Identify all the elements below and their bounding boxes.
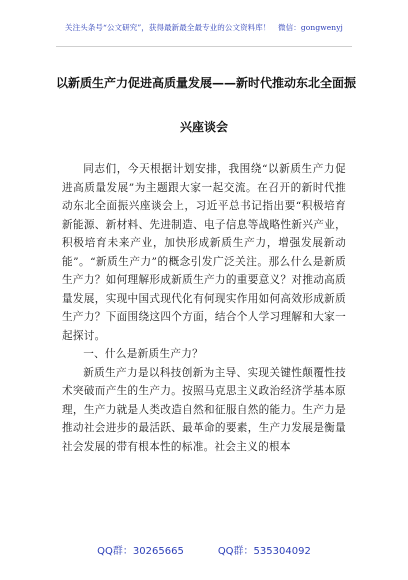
document-body	[62, 160, 346, 456]
header-banner: 关注头条号“公文研究”，获得最新最全最专业的公文资料库！ 微信：gongwenyj	[65, 23, 343, 32]
paragraph-definition: 新质生产力是以科技创新为主导、实现关键性颠覆性技术突破而产生的生产力。按照马克思主义政治经济学基本原理，生产力就是人类改造自然和征服自然的能力。生产力是推动社会进步的最活跃、最革命的要素，生产力发展是衡量社会发展的带有根本性的标准。社会主义的根本	[62, 366, 346, 453]
footer-qq-group-2: QQ群：535304092	[217, 546, 311, 557]
footer-qq-group-1: QQ群：30265665	[97, 546, 184, 557]
header-divider	[56, 46, 352, 47]
paragraph-intro: 同志们，今天根据计划安排，我围绕“以新质生产力促进高质量发展”为主题跟大家一起交流。在召开的新时代推动东北全面振兴座谈会上，习近平总书记指出要“积极培育新能源、新材料、先进制造、电子信息等战略性新兴产业，积极培育未来产业，加快形成新质生产力，增强发展新动能”。“新质生产力”的概念引发广泛关注。那么什么是新质生产力？如何理解形成新质生产力的重要意义？对推动高质量发展，实现中国式现代化有何现实作用如何高效形成新质生产力？下面围绕这四个方面，结合个人学习理解和大家一起探讨。	[62, 163, 346, 342]
section-heading-1: 一、什么是新质生产力？	[83, 348, 204, 360]
document-title-line-1: 以新质生产力促进高质量发展——新时代推动东北全面振	[56, 76, 357, 90]
footer-contact	[0, 542, 408, 557]
document-title-line-2: 兴座谈会	[179, 120, 228, 134]
